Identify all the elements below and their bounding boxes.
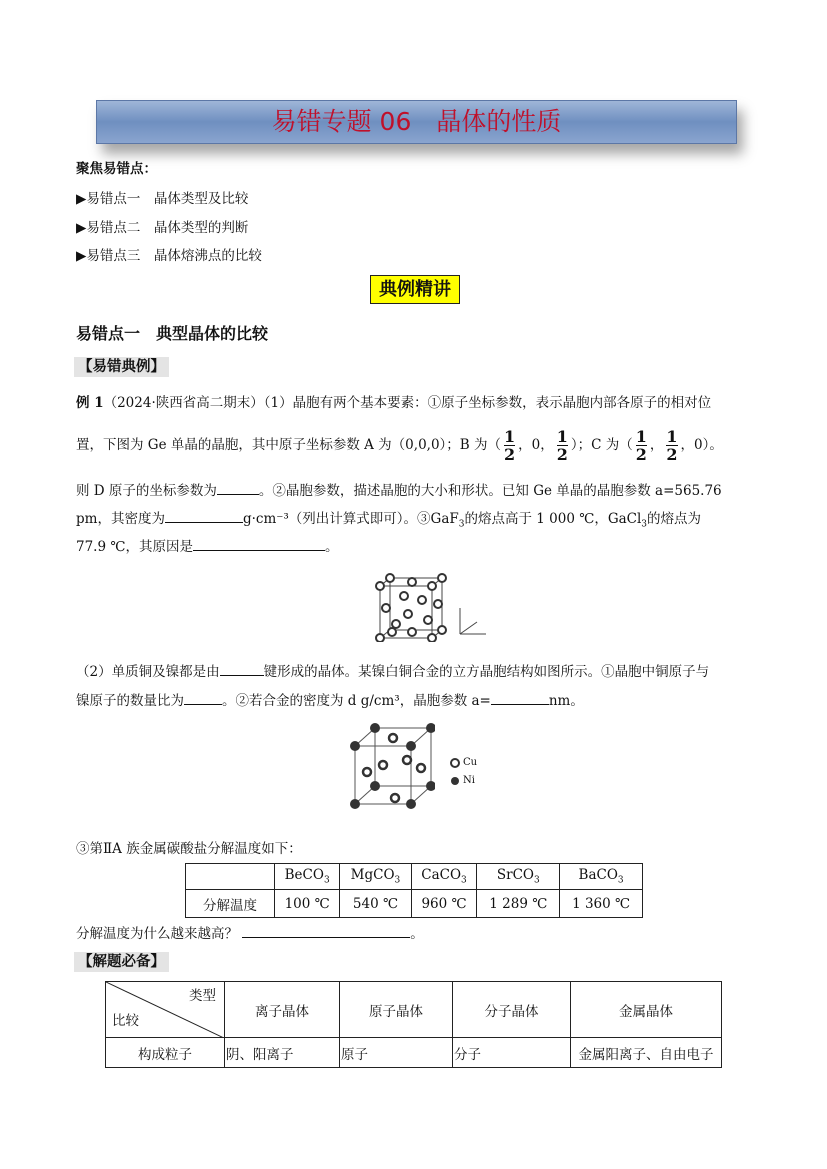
corner-top: 类型 bbox=[189, 988, 216, 1004]
value-cell: 阴、阳离子 bbox=[225, 1038, 340, 1068]
corner-cell bbox=[106, 982, 225, 1038]
answer-blank[interactable] bbox=[193, 538, 325, 551]
section-badge: 典例精讲 bbox=[370, 275, 460, 304]
ge-unit-cell-figure bbox=[372, 572, 492, 642]
den: 2 bbox=[556, 445, 568, 464]
text: ， bbox=[649, 437, 664, 453]
den: 2 bbox=[504, 445, 516, 464]
subscript: 3 bbox=[458, 519, 465, 530]
header-cell: 分子晶体 bbox=[453, 982, 571, 1038]
text: 。②晶胞参数，描述晶胞的大小和形状。已知 Ge 单晶的晶胞参数 a=565.76 bbox=[258, 483, 722, 499]
text: 键形成的晶体。某镍白铜合金的立方晶胞结构如图所示。①晶胞中铜原子与 bbox=[263, 664, 710, 680]
text: 77.9 ℃，其原因是 bbox=[76, 539, 193, 555]
decomposition-table bbox=[185, 863, 643, 918]
text: ，0， bbox=[518, 437, 554, 453]
cu-legend-icon bbox=[451, 759, 459, 767]
header-cell: BaCO$_3$ bbox=[560, 864, 643, 890]
text: 。②若合金的密度为 d g/cm³，晶胞参数 a= bbox=[222, 693, 491, 709]
header-cell: SrCO$_3$ bbox=[477, 864, 560, 890]
row-label: 构成粒子 bbox=[106, 1038, 225, 1068]
subscript: 3 bbox=[641, 519, 648, 530]
focus-item: ▶易错点一 晶体类型及比较 bbox=[76, 191, 249, 207]
header-cell: 原子晶体 bbox=[340, 982, 453, 1038]
text: pm，其密度为 bbox=[76, 511, 165, 527]
header-cell: MgCO$_3$ bbox=[340, 864, 411, 890]
focus-heading: 聚焦易错点： bbox=[76, 161, 157, 177]
value-cell: 金属阳离子、自由电子 bbox=[571, 1038, 722, 1068]
tag-solution: 【解题必备】 bbox=[74, 952, 169, 972]
value-cell: 100 ℃ bbox=[275, 890, 340, 918]
part3-text: ③第ⅡA 族金属碳酸盐分解温度如下： bbox=[76, 841, 302, 857]
text: 。 bbox=[410, 926, 424, 942]
answer-blank[interactable] bbox=[217, 482, 259, 495]
question-line bbox=[76, 922, 424, 942]
part2-line-2 bbox=[76, 689, 584, 709]
ni-legend-icon bbox=[451, 777, 459, 785]
value-cell: 540 ℃ bbox=[340, 890, 411, 918]
example-line-1 bbox=[76, 391, 711, 411]
example-line-4 bbox=[76, 507, 701, 530]
value-cell: 960 ℃ bbox=[411, 890, 477, 918]
focus-item: ▶易错点三 晶体熔沸点的比较 bbox=[76, 248, 262, 264]
num: 1 bbox=[666, 427, 678, 446]
header-cell: CaCO$_3$ bbox=[411, 864, 477, 890]
fraction bbox=[666, 428, 677, 463]
header-cell: BeCO$_3$ bbox=[275, 864, 340, 890]
focus-item: ▶易错点二 晶体类型的判断 bbox=[76, 220, 249, 236]
answer-blank[interactable] bbox=[491, 692, 549, 705]
legend-ni: Ni bbox=[463, 775, 475, 786]
num: 1 bbox=[635, 427, 647, 446]
corner-cell bbox=[186, 864, 275, 890]
text: 镍原子的数量比为 bbox=[76, 693, 184, 709]
den: 2 bbox=[635, 445, 647, 464]
section-title: 易错点一 典型晶体的比较 bbox=[76, 324, 269, 343]
answer-blank[interactable] bbox=[165, 510, 243, 523]
text: ，0）。 bbox=[680, 437, 723, 453]
example-label: 例 1 bbox=[76, 395, 104, 411]
row-label: 分解温度 bbox=[186, 890, 275, 918]
example-line-2 bbox=[76, 428, 723, 463]
cu-ni-unit-cell-figure bbox=[345, 718, 435, 814]
fraction bbox=[504, 428, 515, 463]
text: 分解温度为什么越来越高？ bbox=[76, 926, 238, 942]
example-line-3 bbox=[76, 479, 722, 499]
corner-bottom: 比较 bbox=[112, 1013, 139, 1029]
text: ）；C 为（ bbox=[570, 437, 633, 453]
text: 的熔点高于 1 000 ℃，GaCl bbox=[464, 511, 642, 527]
fraction bbox=[636, 428, 647, 463]
text: nm。 bbox=[548, 693, 584, 709]
title-banner: 易错专题 06 晶体的性质 bbox=[96, 100, 737, 144]
text: 的熔点为 bbox=[647, 511, 702, 527]
den: 2 bbox=[666, 445, 678, 464]
text: 则 D 原子的坐标参数为 bbox=[76, 483, 217, 499]
crystal-comparison-table bbox=[105, 981, 722, 1068]
value-cell: 1 360 ℃ bbox=[560, 890, 643, 918]
value-cell: 原子 bbox=[340, 1038, 453, 1068]
text: 。 bbox=[324, 539, 339, 555]
text: g·cm⁻³（列出计算式即可）。③GaF bbox=[242, 511, 459, 527]
value-cell: 分子 bbox=[453, 1038, 571, 1068]
text: 置，下图为 Ge 单晶的晶胞，其中原子坐标参数 A 为（0,0,0）；B 为（ bbox=[76, 437, 501, 453]
num: 1 bbox=[556, 427, 568, 446]
legend-icons bbox=[450, 757, 460, 787]
header-cell: 离子晶体 bbox=[225, 982, 340, 1038]
num: 1 bbox=[504, 427, 516, 446]
legend-cu: Cu bbox=[463, 757, 478, 768]
text: （2）单质铜及镍都是由 bbox=[76, 664, 220, 680]
tag-example: 【易错典例】 bbox=[74, 357, 169, 377]
fraction bbox=[557, 428, 568, 463]
answer-blank[interactable] bbox=[184, 692, 222, 705]
header-cell: 金属晶体 bbox=[571, 982, 722, 1038]
text: （2024·陕西省高二期末）（1）晶胞有两个基本要素：①原子坐标参数，表示晶胞内部各原子的相对位 bbox=[103, 395, 712, 411]
value-cell: 1 289 ℃ bbox=[477, 890, 560, 918]
example-line-5 bbox=[76, 535, 338, 555]
part2-line-1 bbox=[76, 660, 709, 680]
answer-blank[interactable] bbox=[220, 663, 264, 676]
answer-blank[interactable] bbox=[242, 925, 410, 938]
